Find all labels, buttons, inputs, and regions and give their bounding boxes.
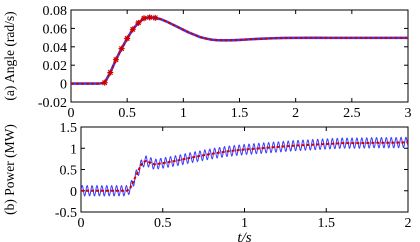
x-tick-label: 1.5: [317, 216, 335, 231]
y-axis-label: (a) Angle (rad/s): [2, 11, 17, 101]
x-tick-label: 1: [179, 106, 187, 121]
data-point-marker: [130, 26, 136, 32]
data-point-marker: [107, 70, 113, 76]
y-tick-label: 0.08: [42, 4, 67, 19]
y-tick-label: -0.5: [54, 206, 77, 221]
y-tick-label: -0.02: [37, 96, 67, 111]
data-point-marker: [113, 57, 119, 63]
data-point-marker: [119, 46, 125, 52]
y-tick-label: 1: [70, 142, 77, 158]
data-point-marker: [152, 15, 158, 21]
x-tick-label: 2: [404, 216, 412, 231]
y-tick-label: 0.02: [42, 59, 67, 75]
power-panel: [2, 121, 412, 242]
x-tick-label: 2: [292, 106, 300, 121]
y-axis-label: (b) Power (MW): [2, 124, 17, 215]
x-tick-label: 1.5: [230, 106, 249, 121]
x-tick-label: 0.5: [118, 106, 136, 121]
data-point-marker: [147, 14, 153, 20]
x-tick-label: 0.5: [154, 216, 172, 231]
data-point-marker: [141, 15, 147, 21]
x-tick-label: 0: [77, 216, 85, 231]
angle-panel: [2, 4, 412, 121]
y-tick-label: 1.5: [59, 121, 77, 136]
x-tick-label: 1: [241, 216, 248, 231]
plot-area: [71, 14, 408, 85]
y-tick-label: 0: [70, 184, 77, 200]
data-point-marker: [135, 20, 141, 26]
x-tick-label: 0: [67, 106, 75, 121]
plot-area: [81, 137, 408, 196]
x-axis-label: t/s: [237, 230, 252, 242]
y-tick-label: 0: [60, 77, 67, 93]
series-line-dashed: [81, 142, 408, 190]
x-tick-label: 2.5: [343, 106, 361, 121]
y-tick-label: 0.04: [42, 40, 67, 56]
data-point-marker: [124, 36, 130, 42]
x-tick-label: 3: [404, 106, 412, 121]
y-tick-label: 0.5: [59, 163, 77, 179]
plot-frame: [71, 10, 408, 102]
y-tick-label: 0.06: [42, 22, 67, 38]
data-point-marker: [102, 80, 108, 86]
plot-frame: [81, 127, 408, 212]
